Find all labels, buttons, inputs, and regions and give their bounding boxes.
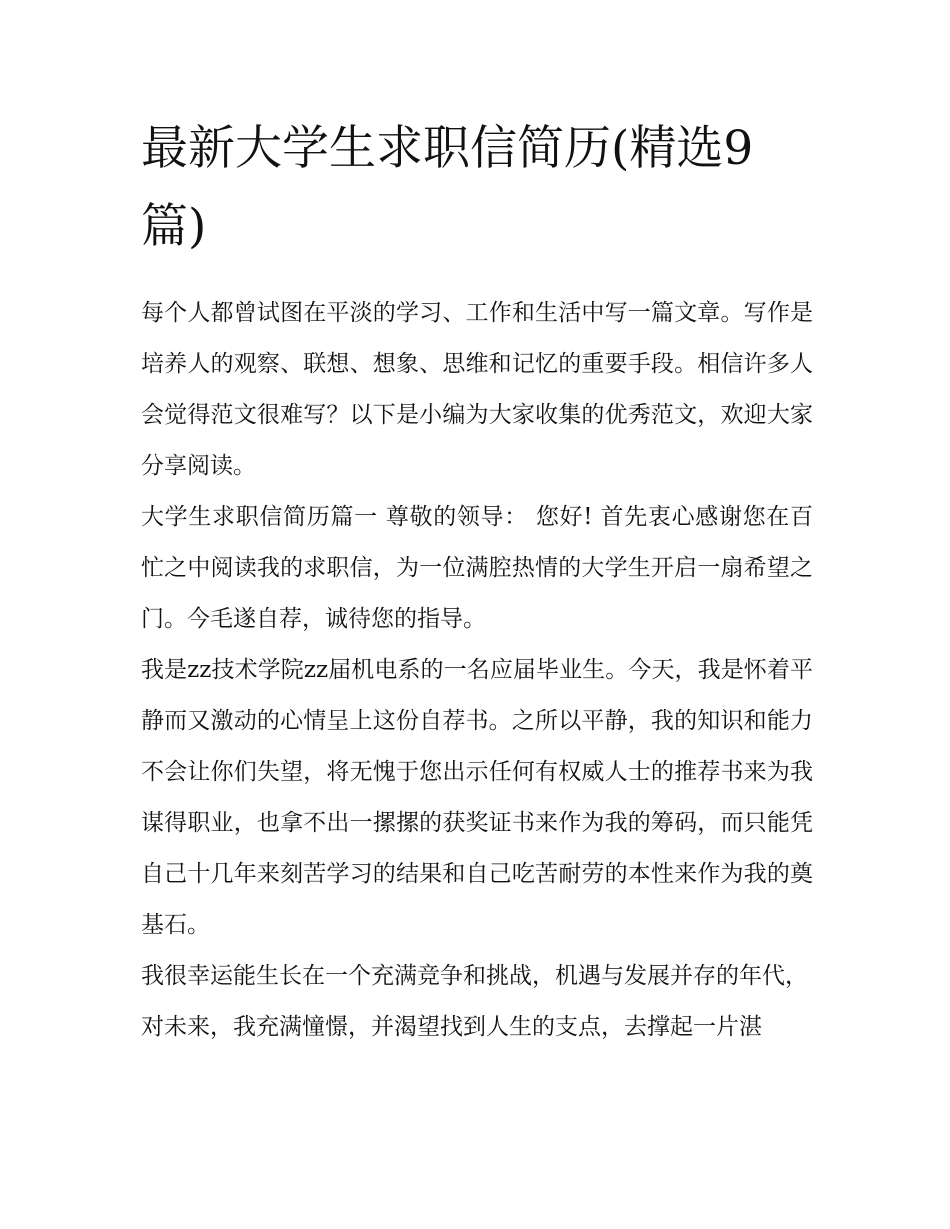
paragraph-intro: 每个人都曾试图在平淡的学习、工作和生活中写一篇文章。写作是培养人的观察、联想、想象、思维和记忆的重要手段。相信许多人会觉得范文很难写？以下是小编为大家收集的优秀范文，欢迎大家分享阅读。 (141, 300, 813, 479)
paragraph-future: 对未来，我充满憧憬，并渴望找到人生的支点，去撑起一片湛 (141, 1014, 762, 1040)
paragraph-greeting: 大学生求职信简历篇一 尊敬的领导： 您好! 首先衷心感谢您在百忙之中阅读我的求职信，为一位满腔热情的大学生开启一扇希望之门。今毛遂自荐，诚待您的指导。 (141, 504, 813, 632)
paragraph-self-introduction: 我是zz技术学院zz届机电系的一名应届毕业生。今天，我是怀着平静而又激动的心情呈上这份自荐书。之所以平静，我的知识和能力不会让你们失望，将无愧于您出示任何有权威人士的推荐书来为我谋得职业，也拿不出一摞摞的获奖证书来作为我的筹码，而只能凭自己十几年来刻苦学习的结果和自己吃苦耐劳的本性来作为我的奠基石。 (141, 657, 813, 938)
paragraph-era: 我很幸运能生长在一个充满竞争和挑战，机遇与发展并存的年代， (141, 963, 808, 989)
document-body (141, 110, 813, 1053)
document-title: 最新大学生求职信简历(精选9篇) (141, 121, 754, 254)
